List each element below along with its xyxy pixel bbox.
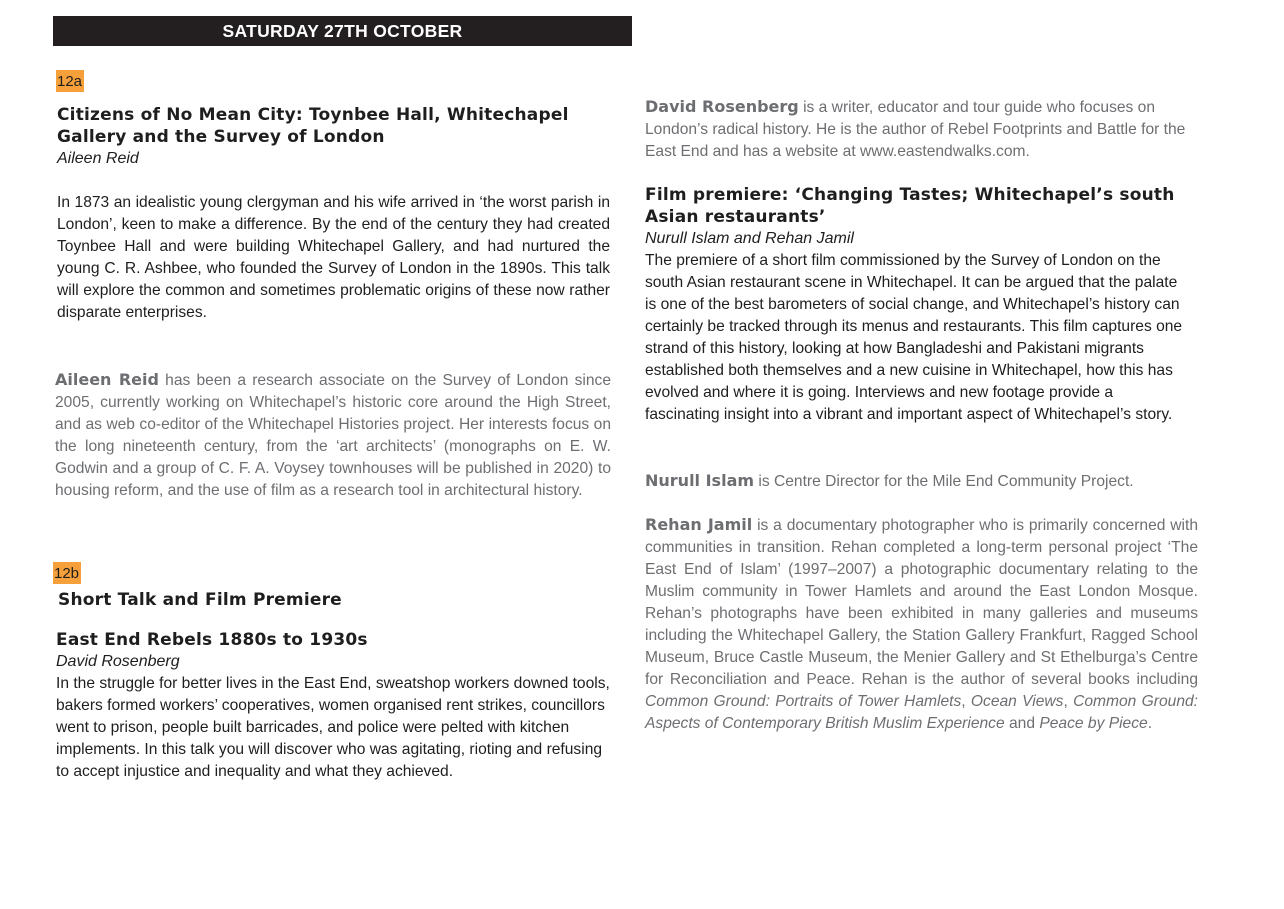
book-title-peace-by-piece: Peace by Piece bbox=[1039, 715, 1148, 732]
film-premiere-body: The premiere of a short film commissioned by the Survey of London on the south Asian restaurant scene in Whitechapel. It can be argued that the palate is one of the best barometers of social change, and Whitechapel’s history can certainly be tracked through its menus and restaurants. This film captures one strand of this history, looking at how Bangladeshi and Pakistani migrants established both themselves and a new cuisine in Whitechapel, how this has evolved and where it is going. Interviews and new footage provide a fascinating insight into a vibrant and important aspect of Whitechapel’s story. bbox=[645, 252, 1183, 423]
aileen-reid-bio-body: has been a research associate on the Survey of London since 2005, currently working on Whitechapel’s historic core around the High Street, and as web co-editor of the Whitechapel Histories project. Her interests focus on the long nineteenth century, from the ‘art architects’ (monographs on E. W. Godwin and a group of C. F. A. Voysey townhouses will be published in 2020) to housing reform, and the use of film as a research tool in architectural history. bbox=[55, 372, 612, 499]
rehan-jamil-bio-name: Rehan Jamil bbox=[645, 515, 753, 534]
book-separator-2: , bbox=[1063, 693, 1074, 710]
nurull-islam-bio-name: Nurull Islam bbox=[645, 471, 755, 490]
session-12a-title-line1: Citizens of No Mean City: Toynbee Hall, Whitechapel bbox=[57, 105, 569, 125]
nurull-islam-bio-body: is Centre Director for the Mile End Community Project. bbox=[754, 473, 1134, 490]
film-premiere-title-line1: Film premiere: ‘Changing Tastes; Whitechapel’s south bbox=[645, 185, 1175, 205]
aileen-reid-bio-text bbox=[55, 369, 611, 502]
bio-end-punctuation: . bbox=[1147, 715, 1153, 732]
aileen-reid-bio bbox=[55, 369, 611, 502]
session-12b-author: David Rosenberg bbox=[56, 653, 180, 670]
session-12a-title-line2: Gallery and the Survey of London bbox=[57, 127, 385, 147]
session-12b-title: East End Rebels 1880s to 1930s bbox=[56, 630, 368, 650]
book-title-common-ground-portraits: Common Ground: Portraits of Tower Hamlets bbox=[645, 693, 962, 710]
session-12b-section-title-text: Short Talk and Film Premiere bbox=[58, 590, 342, 610]
session-12a-author: Aileen Reid bbox=[57, 150, 139, 167]
session-12b-body: In the struggle for better lives in the East End, sweatshop workers downed tools, bakers formed workers’ cooperatives, women organised rent strikes, councillors went to prison, people built barricades, and police were pelted with kitchen implements. In this talk you will discover who was agitating, rioting and refusing to accept injustice and inequality and what they achieved. bbox=[56, 675, 610, 780]
book-separator-1: , bbox=[961, 693, 971, 710]
date-header-title: SATURDAY 27TH OCTOBER bbox=[222, 20, 463, 41]
date-header bbox=[53, 16, 632, 46]
film-premiere-title-line2: Asian restaurants’ bbox=[645, 207, 826, 227]
book-title-common-ground-aspects: Common Ground: Aspects of Contemporary British Muslim Experience bbox=[645, 693, 1198, 732]
rehan-jamil-bio-body: is a documentary photographer who is primarily concerned with communities in transition. Rehan completed a long-term personal project ‘The East End of Islam’ (1997–2007) a photographic documentary relating to the Muslim community in Tower Hamlets and around the East London Mosque. Rehan’s photographs have been exhibited in many galleries and museums including the Whitechapel Gallery, the Station Gallery Frankfurt, Ragged School Museum, Bruce Castle Museum, the Menier Gallery and St Ethelburga’s Centre for Reconciliation and Peace. Rehan is the author of several books including bbox=[645, 517, 1199, 688]
session-badge-12a: 12a bbox=[56, 70, 84, 92]
book-separator-3: and bbox=[1004, 715, 1040, 732]
david-rosenberg-bio-name: David Rosenberg bbox=[645, 97, 799, 116]
aileen-reid-bio-name: Aileen Reid bbox=[55, 370, 159, 389]
nurull-islam-bio-text bbox=[645, 470, 1205, 493]
david-rosenberg-bio bbox=[645, 96, 1197, 163]
nurull-islam-bio bbox=[645, 470, 1205, 493]
session-12b-talk bbox=[56, 629, 612, 783]
book-title-ocean-views: Ocean Views bbox=[970, 693, 1064, 710]
rehan-jamil-bio bbox=[645, 514, 1198, 735]
rehan-jamil-bio-text bbox=[645, 514, 1198, 735]
session-badge-12b: 12b bbox=[53, 562, 81, 584]
david-rosenberg-bio-body: is a writer, educator and tour guide who focuses on London’s radical history. He is the author of Rebel Footprints and Battle for the East End and has a website at www.eastendwalks.com. bbox=[645, 99, 1186, 160]
session-12b-badge-wrap bbox=[53, 562, 81, 584]
session-12a-body: In 1873 an idealistic young clergyman and his wife arrived in ‘the worst parish in London’, keen to make a difference. By the end of the century they had created Toynbee Hall and were building Whitechapel Gallery, and had nurtured the young C. R. Ashbee, who founded the Survey of London in the 1890s. This talk will explore the common and sometimes problematic origins of these now rather disparate enterprises. bbox=[57, 194, 610, 321]
session-12b-section-title bbox=[58, 589, 618, 611]
session-12a-title bbox=[57, 104, 617, 170]
film-premiere-authors: Nurull Islam and Rehan Jamil bbox=[645, 230, 854, 247]
film-premiere bbox=[645, 184, 1190, 426]
david-rosenberg-bio-text bbox=[645, 96, 1197, 163]
left-column bbox=[56, 70, 616, 92]
session-12a-description bbox=[57, 192, 610, 324]
